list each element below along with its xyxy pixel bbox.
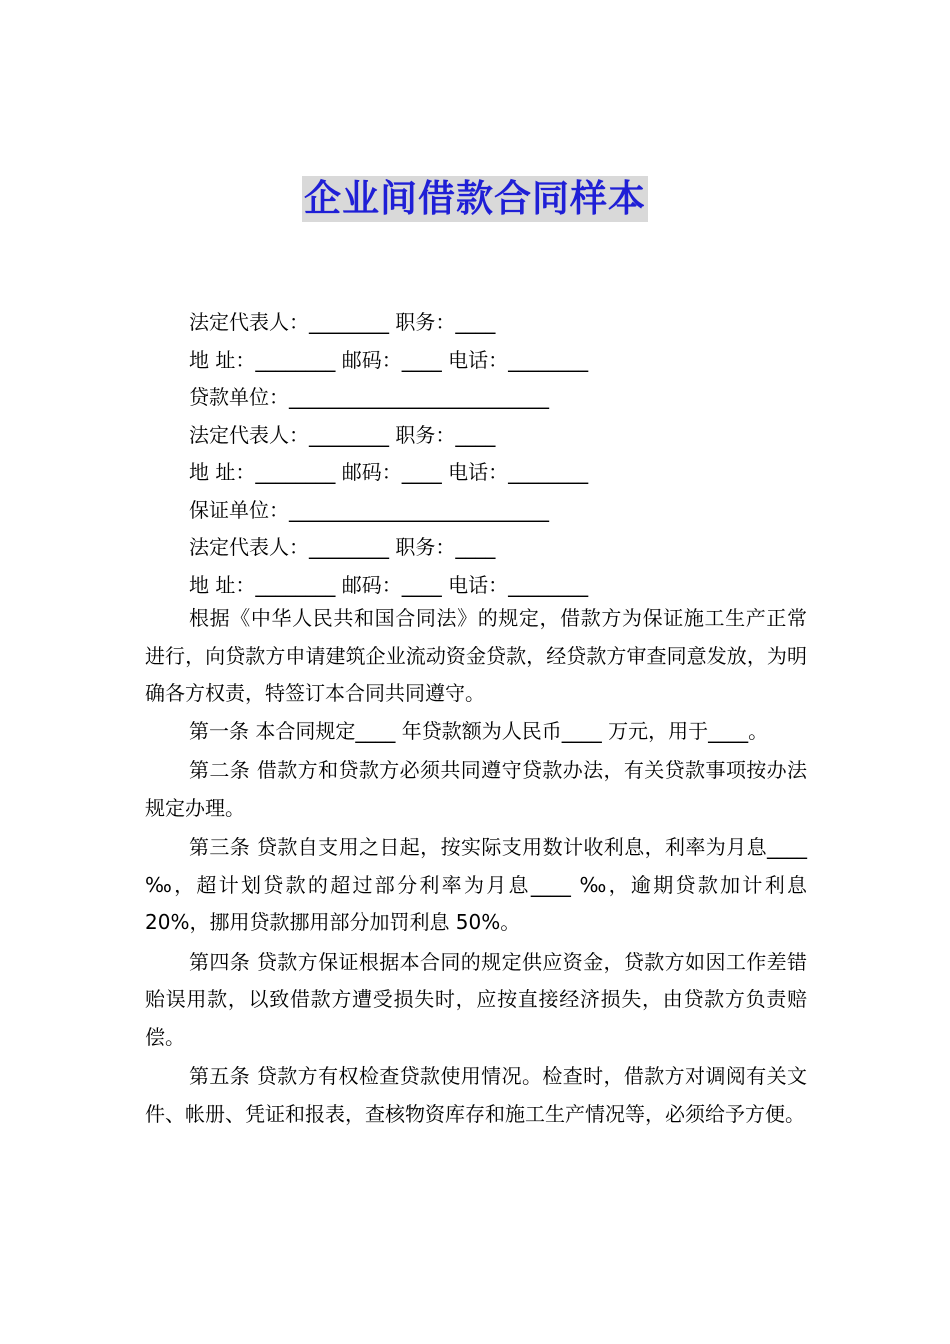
preamble-paragraph: 根据《中华人民共和国合同法》的规定，借款方为保证施工生产正常进行，向贷款方申请建筑企业流动资金贷款，经贷款方审查同意发放，为明确各方权责，特签订本合同共同遵守。: [145, 606, 807, 705]
info-line-address-2: 地 址：________ 邮码：____ 电话：________: [189, 460, 589, 484]
article-4-paragraph: 第四条 贷款方保证根据本合同的规定供应资金，贷款方如因工作差错贻误用款，以致借款方遭受损失时，应按直接经济损失，由贷款方负责赔偿。: [145, 949, 807, 1049]
document-title: 企业间借款合同样本: [304, 177, 646, 220]
info-line-legal-rep-1: 法定代表人：________ 职务：____: [189, 310, 496, 334]
info-line-legal-rep-3: 法定代表人：________ 职务：____: [189, 535, 496, 559]
info-line-guarantor: 保证单位：__________________________: [189, 497, 549, 522]
article-3-paragraph: 第三条 贷款自支用之日起，按实际支用数计收利息，利率为月息____ ‰，超计划贷款的超过部分利率为月息____ ‰，逾期贷款加计利息 20%，挪用贷款挪用部分加罚利息 50%。: [145, 835, 807, 934]
document-title-block: [0, 176, 950, 222]
article-1-paragraph: 第一条 本合同规定____ 年贷款额为人民币____ 万元，用于____。: [189, 718, 769, 743]
party-info-block: [189, 304, 588, 604]
info-line-address-3: 地 址：________ 邮码：____ 电话：________: [189, 572, 589, 597]
info-line-address-1: 地 址：________ 邮码：____ 电话：________: [189, 347, 589, 372]
info-line-legal-rep-2: 法定代表人：________ 职务：____: [189, 422, 496, 447]
contract-body: [145, 600, 807, 1135]
article-2-paragraph: 第二条 借款方和贷款方必须共同遵守贷款办法，有关贷款事项按办法规定办理。: [145, 758, 807, 820]
info-line-lender: 贷款单位：__________________________: [189, 385, 549, 409]
article-5-paragraph: 第五条 贷款方有权检查贷款使用情况。检查时，借款方对调阅有关文件、帐册、凭证和报表，查核物资库存和施工生产情况等，必须给予方便。: [145, 1064, 807, 1126]
